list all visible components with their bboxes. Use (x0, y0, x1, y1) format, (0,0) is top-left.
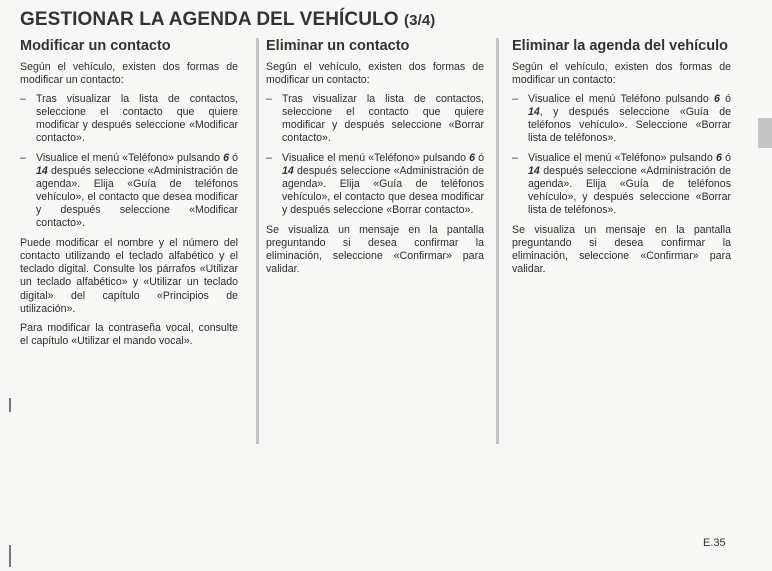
margin-mark (9, 545, 11, 567)
list-item-text: Tras visualizar la lista de contactos, seleccione el contacto que quiere modificar y después seleccione «Modificar contacto». (36, 93, 238, 145)
list-dash: – (20, 151, 26, 164)
page-title-text: GESTIONAR LA AGENDA DEL VEHÍCULO (20, 9, 399, 30)
list-item (266, 93, 484, 145)
list-item-text: Visualice el menú «Teléfono» pulsando 6 ó 14 después seleccione «Administración de agenda». Elija «Guía de teléfonos vehículo», el contacto que desea modificar y después seleccione «Borrar contacto». (282, 151, 484, 216)
list-item-text: Tras visualizar la lista de contactos, seleccione el contacto que quiere modificar y después seleccione «Borrar contacto». (282, 93, 484, 145)
key-number: 14 (528, 164, 540, 177)
list-item (512, 93, 731, 145)
list-dash: – (266, 151, 272, 164)
section-title: Modificar un contacto (20, 38, 171, 54)
section-intro: Según el vehículo, existen dos formas de modificar un contacto: (266, 61, 484, 87)
body-paragraph: Se visualiza un mensaje en la pantalla preguntando si desea confirmar la eliminación, seleccione «Confirmar» para validar. (512, 224, 731, 276)
key-number: 6 (715, 151, 722, 164)
key-number: 14 (282, 164, 294, 177)
key-number: 6 (469, 151, 476, 164)
list-item-text: Visualice el menú «Teléfono» pulsando 6 ó 14 después seleccione «Administración de agenda». Elija «Guía de teléfonos vehículo», el contacto que desea modificar y después seleccione «Modificar contacto». (36, 151, 238, 230)
body-paragraph: Para modificar la contraseña vocal, consulte el capítulo «Utilizar el mando vocal». (20, 321, 238, 347)
margin-mark (9, 398, 11, 412)
list-dash: – (512, 93, 518, 106)
column-divider (496, 38, 499, 444)
body-paragraph: Puede modificar el nombre y el número del contacto utilizando el teclado alfabético y el teclado digital. Consulte los párrafos «Utilizar un teclado alfabético» y «Utilizar un teclado digital» del capítulo «Principios de utilización». (20, 237, 238, 315)
list-item (266, 152, 484, 217)
list-dash: – (266, 93, 272, 106)
page-title (20, 9, 435, 31)
list-item-text: Visualice el menú «Teléfono» pulsando 6 ó 14 después seleccione «Administración de agenda». Elija «Guía de teléfonos vehículo», y después seleccione «Borrar lista de teléfonos». (528, 151, 731, 216)
section-eliminar-contacto (266, 38, 484, 282)
list-item-text: Visualice el menú Teléfono pulsando 6 ó 14, y después seleccione «Guía de teléfonos vehículo». Seleccione «Borrar lista de teléfonos». (528, 93, 731, 145)
section-intro: Según el vehículo, existen dos formas de modificar un contacto: (20, 61, 238, 87)
key-number: 14 (36, 164, 48, 177)
section-thumb-tab (758, 118, 772, 148)
page-number: E.35 (703, 537, 726, 549)
key-number: 6 (713, 93, 720, 106)
list-item (20, 93, 238, 145)
section-eliminar-agenda (512, 38, 731, 282)
list-item (512, 152, 731, 217)
list-dash: – (512, 151, 518, 164)
body-paragraph: Se visualiza un mensaje en la pantalla preguntando si desea confirmar la eliminación, seleccione «Confirmar» para validar. (266, 224, 484, 276)
list-dash: – (20, 93, 26, 106)
key-number: 14 (528, 106, 540, 119)
key-number: 6 (223, 151, 230, 164)
section-title: Eliminar un contacto (266, 38, 410, 54)
list-item (20, 152, 238, 231)
section-intro: Según el vehículo, existen dos formas de modificar un contacto: (512, 61, 731, 87)
section-modificar-contacto (20, 38, 238, 354)
column-divider (256, 38, 259, 444)
section-title: Eliminar la agenda del vehículo (512, 38, 728, 54)
page-title-part: (3/4) (404, 12, 436, 29)
